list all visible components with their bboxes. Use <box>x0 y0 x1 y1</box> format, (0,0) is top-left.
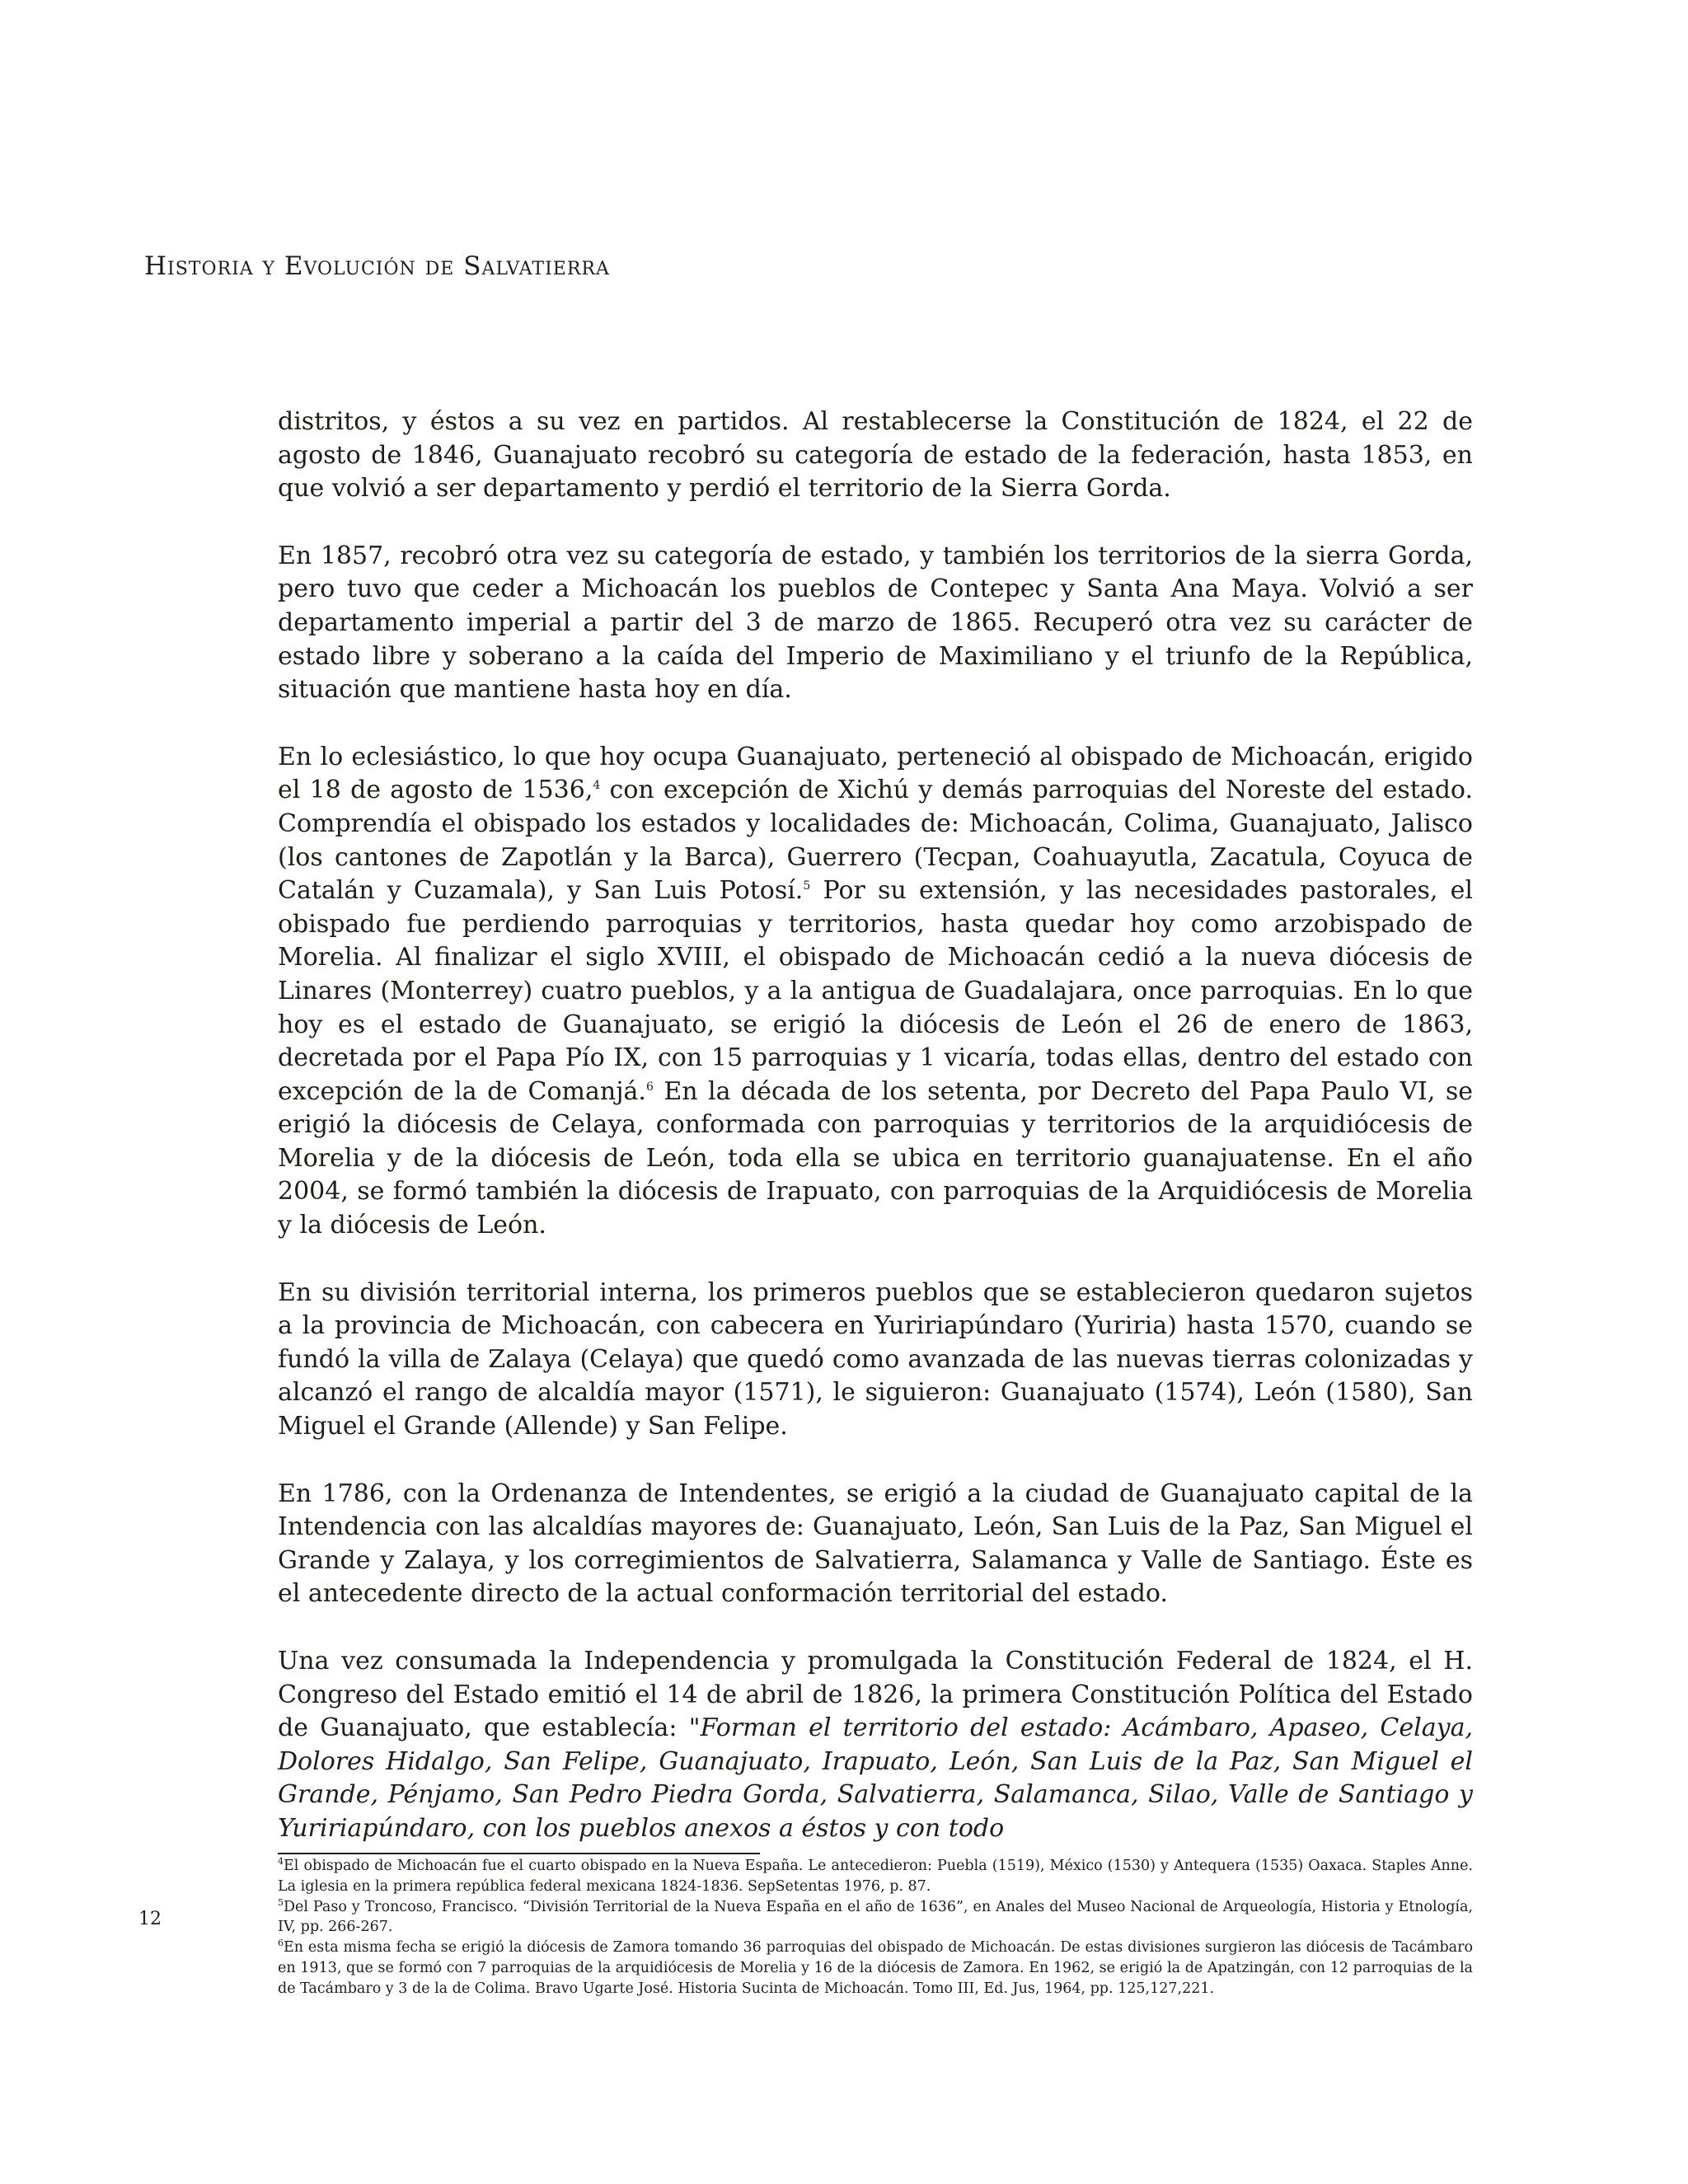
footnote-text: Del Paso y Troncoso, Francisco. “División Territorial de la Nueva España en el año de 1636”, en Anales del Museo Nacional de Arqueología, Historia y Etnología, IV, pp. 266-267. <box>278 1898 1473 1936</box>
footnote-ref[interactable]: 6 <box>645 1080 654 1094</box>
paragraph-text: Por su extensión, y las necesidades pastorales, el obispado fue perdiendo parroquias y territorios, hasta quedar hoy como arzobispado de Morelia. Al finalizar el siglo XVIII, el obispado de Michoacán cedió a la nueva diócesis de Linares (Monterrey) cuatro pueblos, y a la antigua de Guadalajara, once parroquias. En lo que hoy es el estado de Guanajuato, se erigió la diócesis de León el 26 de enero de 1863, decretada por el Papa Pío IX, con 15 parroquias y 1 vicaría, todas ellas, dentro del estado con excepción de la de Comanjá. <box>278 876 1474 1106</box>
footnote <box>278 1856 1473 1897</box>
footnotes <box>278 1856 1473 1999</box>
paragraph <box>278 741 1473 1243</box>
body-text <box>278 405 1473 1846</box>
paragraph: distritos, y éstos a su vez en partidos. Al restablecerse la Constitución de 1824, el 22 de agosto de 1846, Guanajuato recobró su categoría de estado de la federación, hasta 1853, en que volvió a ser departamento y perdió el territorio de la Sierra Gorda. <box>278 407 1473 504</box>
paragraph-text: con excepción de Xichú y demás parroquias del Noreste del estado. Comprendía el obispado los estados y localidades de: Michoacán, Colima, Guanajuato, Jalisco (los cantones de Zapotlán y la Barca), Guerrero (Tecpan, Coahuayutla, Zacatula, Coyuca de Catalán y Cuzamala), y San Luis Potosí. <box>278 776 1473 906</box>
page-number: 12 <box>138 1909 162 1929</box>
paragraph: En su división territorial interna, los primeros pueblos que se establecieron quedaron sujetos a la provincia de Michoacán, con cabecera en Yuririapúndaro (Yuriria) hasta 1570, cuando se fundó la villa de Zalaya (Celaya) que quedó como avanzada de las nuevas tierras colonizadas y alcanzó el rango de alcaldía mayor (1571), le siguieron: Guanajuato (1574), León (1580), San Miguel el Grande (Allende) y San Felipe. <box>278 1277 1473 1441</box>
footnote-ref[interactable]: 4 <box>593 779 601 793</box>
running-head: Historia y Evolución de Salvatierra <box>144 251 610 281</box>
paragraph: En 1786, con la Ordenanza de Intendentes, se erigió a la ciudad de Guanajuato capital de la Intendencia con las alcaldías mayores de: Guanajuato, León, San Luis de la Paz, San Miguel el Grande y Zalaya, y los corregimientos de Salvatierra, Salamanca y Valle de Santiago. Éste es el antecedente directo de la actual conformación territorial del estado. <box>278 1479 1473 1609</box>
footnote <box>278 1938 1473 1999</box>
footnote-ref[interactable]: 5 <box>803 879 811 893</box>
footnote-number: 6 <box>278 1938 284 1949</box>
paragraph-text: En la década de los setenta, por Decreto del Papa Paulo VI, se erigió la diócesis de Celaya, conformada con parroquias y territorios de la arquidiócesis de Morelia y de la diócesis de León, toda ella se ubica en territorio guanajuatense. En el año 2004, se formó también la diócesis de Irapuato, con parroquias de la Arquidiócesis de Morelia y la diócesis de León. <box>278 1076 1473 1240</box>
footnote-text: El obispado de Michoacán fue el cuarto obispado en la Nueva España. Le antecedieron: Puebla (1519), México (1530) y Antequera (1535) Oaxaca. Staples Anne. La iglesia en la primera república federal mexicana 1824-1836. SepSetentas 1976, p. 87. <box>278 1858 1473 1895</box>
constitution-quote: "Forman el territorio del estado: Acámbaro, Apaseo, Celaya, Dolores Hidalgo, San Felipe, Guanajuato, Irapuato, León, San Luis de la Paz, San Miguel el Grande, Pénjamo, San Pedro Piedra Gorda, Salvatierra, Salamanca, Silao, Valle de Santiago y Yuririapúndaro, con los pueblos anexos a éstos y con todo <box>278 1713 1473 1843</box>
footnote-text: En esta misma fecha se erigió la diócesis de Zamora tomando 36 parroquias del obispado de Michoacán. De estas divisiones surgieron las diócesis de Tacámbaro en 1913, que se formó con 7 parroquias de la arquidiócesis de Morelia y 16 de la diócesis de Zamora. En 1962, se erigió la de Apatzingán, con 12 parroquias de la de Tacámbaro y 3 de la de Colima. Bravo Ugarte José. Historia Sucinta de Michoacán. Tomo III, Ed. Jus, 1964, pp. 125,127,221. <box>278 1939 1473 1997</box>
paragraph-text: En lo eclesiástico, lo que hoy ocupa Guanajuato, perteneció al obispado de Michoacán, erigido el 18 de agosto de 1536, <box>278 742 1473 805</box>
footnote-number: 5 <box>278 1896 284 1908</box>
paragraph-text: Una vez consumada la Independencia y promulgada la Constitución Federal de 1824, el H. Congreso del Estado emitió el 14 de abril de 1826, la primera Constitución Política del Estado de Guanajuato, que establecía: <box>278 1647 1473 1743</box>
paragraph <box>278 1645 1473 1846</box>
footnote <box>278 1897 1473 1938</box>
paragraph: En 1857, recobró otra vez su categoría de estado, y también los territorios de la sierra Gorda, pero tuvo que ceder a Michoacán los pueblos de Contepec y Santa Ana Maya. Volvió a ser departamento imperial a partir del 3 de marzo de 1865. Recuperó otra vez su carácter de estado libre y soberano a la caída del Imperio de Maximiliano y el triunfo de la República, situación que mantiene hasta hoy en día. <box>278 541 1473 705</box>
footnote-number: 4 <box>278 1856 284 1868</box>
footnote-separator <box>278 1853 760 1854</box>
